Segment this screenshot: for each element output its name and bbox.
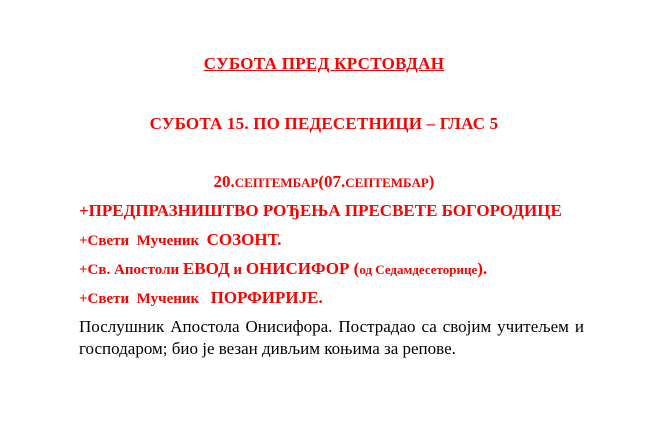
feast-apostles-name-evod: ЕВОД <box>182 259 230 278</box>
document-title: СУБОТА ПРЕД КРСТОВДАН <box>203 54 445 73</box>
feast-apostles-and: и <box>229 262 246 278</box>
feast-apostles-prefix: +Св. Апостоли <box>79 262 183 278</box>
date-old-month: СЕПТЕМБАР <box>345 175 429 190</box>
feast-porfirije <box>79 288 323 308</box>
feast-apostles-paren-close: ). <box>477 259 488 278</box>
feast-apostles-paren-open: ( <box>349 259 360 278</box>
feast-porfirije-prefix: +Свети Мученик <box>79 291 207 307</box>
date-old-day: (07. <box>318 172 346 191</box>
feast-sozont-name: СОЗОНТ. <box>206 230 282 249</box>
feast-porfirije-name: ПОРФИРИЈЕ. <box>210 288 323 307</box>
feast-apostles-note: од Седамдесеторице <box>359 262 478 277</box>
feast-sozont <box>79 230 281 250</box>
date-close: ) <box>428 172 435 191</box>
date-new-day: 20. <box>213 172 235 191</box>
body-paragraph: Послушник Апостола Онисифора. Пострадао са својим учитељем и господаром; био је везан дивљим коњима за репове. <box>79 317 584 358</box>
feast-forefeast: +ПРЕДПРАЗНИШТВО РОЂЕЊА ПРЕСВЕТЕ БОГОРОДИЦЕ <box>79 201 562 220</box>
feast-sozont-prefix: +Свети Мученик <box>79 233 207 249</box>
date-line <box>0 172 648 192</box>
feast-apostles <box>79 259 487 279</box>
date-new-month: СЕПТЕМБАР <box>234 175 319 190</box>
document-subtitle: СУБОТА 15. ПО ПЕДЕСЕТНИЦИ – ГЛАС 5 <box>149 114 499 133</box>
feast-apostles-name-onisifor: ОНИСИФОР <box>245 259 350 278</box>
